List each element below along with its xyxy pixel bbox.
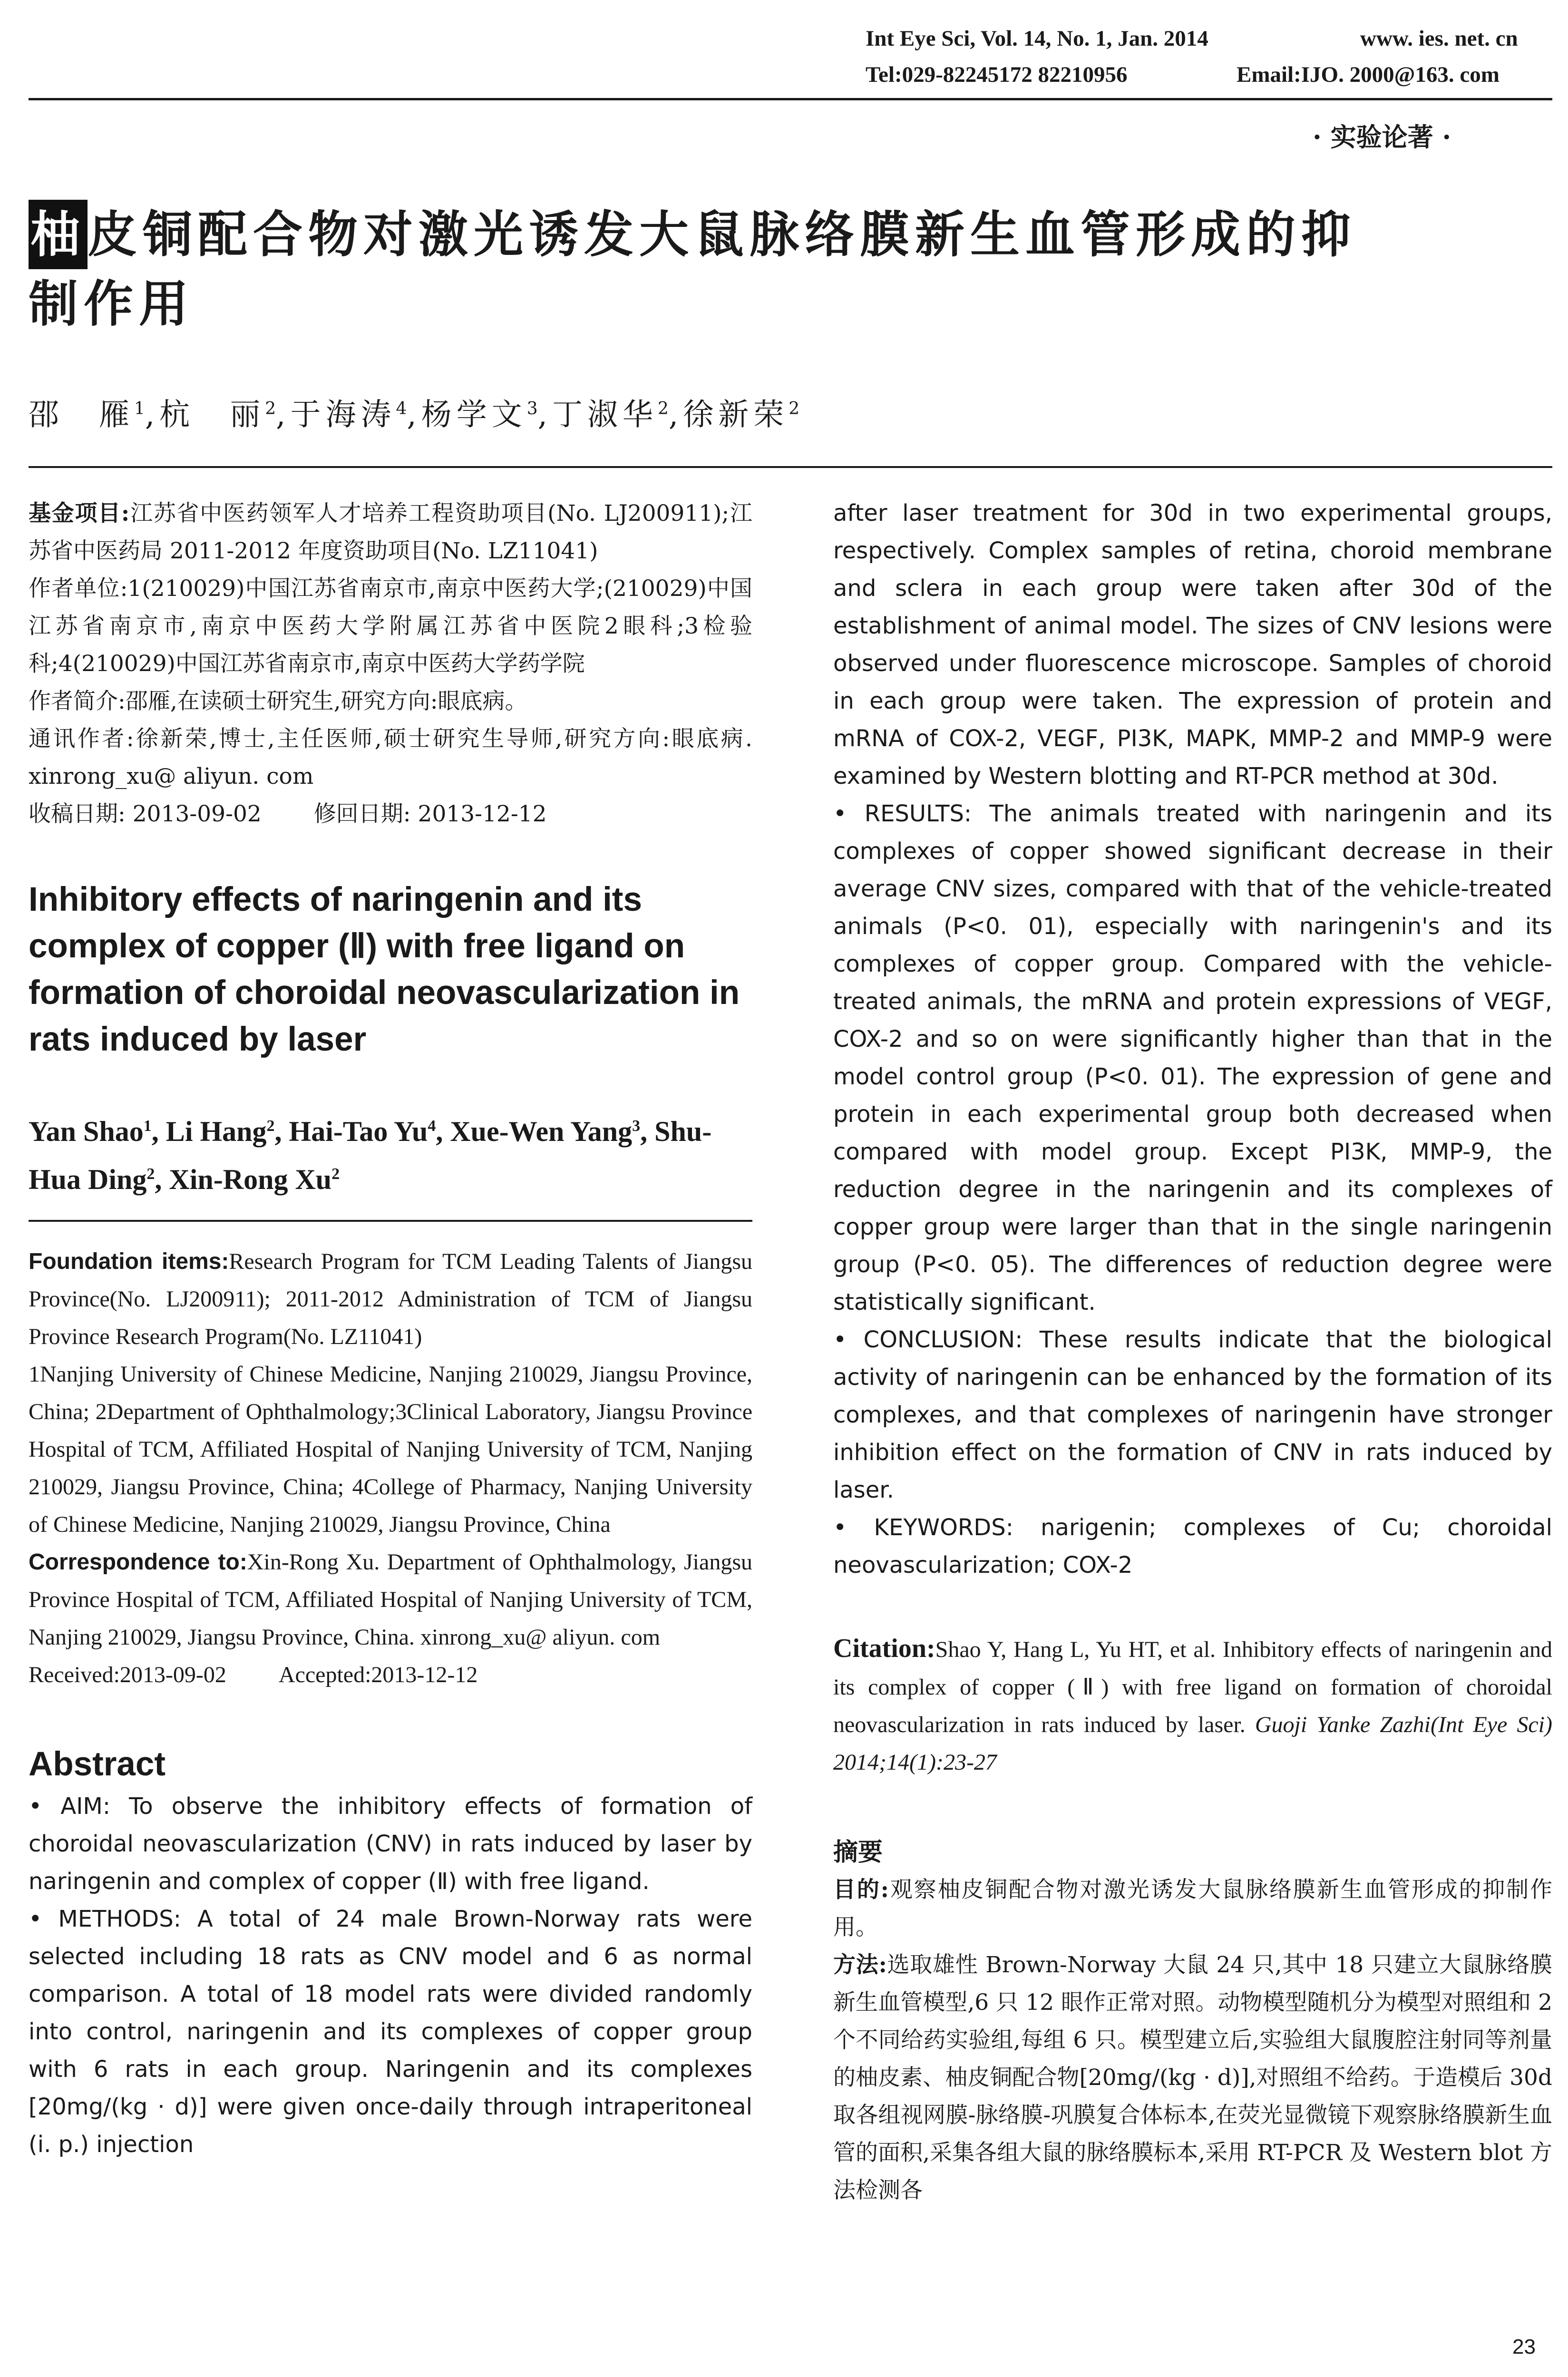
article-title-cn <box>29 200 1560 339</box>
header-rule <box>29 98 1552 100</box>
abstract-conclusion: • CONCLUSION: These results indicate that the biological activity of naringenin can be enhanced by the formation of its complexes, and that complexes of naringenin have stronger inhibition effect on the formation of CNV in rats induced by laser. <box>833 1326 1552 1503</box>
abstract-methods-part2: after laser treatment for 30d in two experimental groups, respectively. Complex samples of retina, choroid membrane and sclera in each group were taken after 30d of the establishment of animal model. The sizes of CNV lesions were observed under fluorescence microscope. Samples of choroid in each group were taken. The expression of protein and mRNA of COX-2, VEGF, PI3K, MAPK, MMP-2 and MMP-9 were examined by Western blotting and RT-PCR method at 30d. <box>833 500 1552 789</box>
author-affil-sup: 2 <box>266 1117 275 1135</box>
dates-cn <box>29 795 752 833</box>
corr-cn-text: 徐新荣,博士,主任医师,硕士研究生导师,研究方向:眼底病. xinrong_xu@ aliyun. com <box>29 726 752 789</box>
corr-en-text: Xin-Rong Xu. Department of Ophthalmology, Jiangsu Province Hospital of TCM, Affiliated Hospital of Nanjing University of TCM, Nanjing 210029, Jiangsu Province, China. xinrong_xu@ aliyun. com <box>29 1549 753 1650</box>
foundation-en-label: Foundation items: <box>29 1249 229 1274</box>
corr-cn-label: 通讯作者: <box>29 726 134 752</box>
author-cn: 杭 丽 <box>159 397 265 433</box>
fund-cn <box>29 495 752 570</box>
author-affil-sup: 1 <box>134 399 145 419</box>
foundation-en <box>29 1243 752 1355</box>
author-affil-sup: 2 <box>331 1165 340 1183</box>
unit-cn-label: 作者单位: <box>29 575 128 602</box>
author-affil-sup: 2 <box>789 399 800 419</box>
fund-cn-label: 基金项目: <box>29 500 130 526</box>
journal-website[interactable]: www. ies. net. cn <box>1360 26 1518 51</box>
authors-en-rule <box>29 1220 752 1222</box>
revised-cn: 修回日期: 2013-12-12 <box>313 801 547 827</box>
abstract-cn <box>833 1833 1552 2209</box>
title-line1: 皮铜配合物对激光诱发大鼠脉络膜新生血管形成的抑 <box>88 205 1357 263</box>
received-cn: 收稿日期: 2013-09-02 <box>29 801 262 827</box>
author-affil-sup: 3 <box>526 399 538 419</box>
intro-cn-label: 作者简介: <box>29 688 126 714</box>
corr-en <box>29 1543 752 1656</box>
author-en: Xue-Wen Yang <box>450 1116 633 1147</box>
accepted-en: Accepted:2013-12-12 <box>278 1662 478 1687</box>
citation-journal: Guoji Yanke Zazhi(Int Eye Sci) 2014;14(1):23-27 <box>833 1712 1552 1775</box>
abstract-left <box>29 1788 752 2163</box>
abstract-cn-method <box>833 1946 1552 2209</box>
abstract-cn-aim-label: 目的: <box>833 1877 889 1903</box>
author-en: Yan Shao <box>29 1116 144 1147</box>
right-column <box>833 495 1552 2209</box>
corr-cn <box>29 720 752 795</box>
affiliations-en: 1Nanjing University of Chinese Medicine, Nanjing 210029, Jiangsu Province, China; 2Department of Ophthalmology;3Clinical Laboratory, Jiangsu Province Hospital of TCM, Affiliated Hospital of Nanjing University of TCM, Nanjing 210029, Jiangsu Province, China; 4College of Pharmacy, Nanjing University of Chinese Medicine, Nanjing 210029, Jiangsu Province, China <box>29 1362 752 1537</box>
unit-cn-text: 1(210029)中国江苏省南京市,南京中医药大学;(210029)中国江苏省南京市,南京中医药大学附属江苏省中医院2眼科;3检验科;4(210029)中国江苏省南京市,南京中医药大学药学院 <box>29 575 753 677</box>
abstract-cn-method-text: 选取雄性 Brown-Norway 大鼠 24 只,其中 18 只建立大鼠脉络膜新生血管模型,6 只 12 眼作正常对照。动物模型随机分为模型对照组和 2 个不同给药实验组,每组 6 只。模型建立后,实验组大鼠腹腔注射同等剂量的柚皮素、柚皮铜配合物[20mg/(kg · d)],对照组不给药。于造模后 30d 取各组视网膜-脉络膜-巩膜复合体标本,在荧光显微镜下观察脉络膜新生血管的面积,采集各组大鼠的脉络膜标本,采用 RT-PCR 及 Western blot 方法检测各 <box>833 1952 1552 2203</box>
fund-cn-text: 江苏省中医药领军人才培养工程资助项目(No. LJ200911);江苏省中医药局 2011-2012 年度资助项目(No. LZ11041) <box>29 500 752 564</box>
intro-cn <box>29 682 752 720</box>
page-number: 23 <box>1512 2335 1536 2358</box>
author-cn: 丁淑华 <box>552 397 658 433</box>
dates-en <box>29 1656 752 1694</box>
en-front-matter <box>29 1243 752 1694</box>
citation-label: Citation: <box>833 1634 935 1663</box>
citation <box>833 1630 1552 1781</box>
cn-front-matter <box>29 495 752 833</box>
authors-rule <box>29 466 1552 468</box>
abstract-heading: Abstract <box>29 1745 166 1783</box>
author-affil-sup: 4 <box>396 399 407 419</box>
corr-en-label: Correspondence to: <box>29 1549 247 1575</box>
author-cn: 杨学文 <box>421 397 527 433</box>
article-title-en: Inhibitory effects of naringenin and its complex of copper (Ⅱ) with free ligand on formation of choroidal neovascularization in rats induced by laser <box>29 881 740 1058</box>
author-affil-sup: 4 <box>428 1117 436 1135</box>
foundation-en-text: Research Program for TCM Leading Talents of Jiangsu Province(No. LJ200911); 2011-2012 Administration of TCM of Jiangsu Province Research Program(No. LZ11041) <box>29 1249 753 1349</box>
abstract-aim: • AIM: To observe the inhibitory effects of formation of choroidal neovascularization (CNV) in rats induced by laser by naringenin and complex of copper (Ⅱ) with free ligand. <box>29 1793 752 1895</box>
abstract-cn-method-label: 方法: <box>833 1952 887 1978</box>
abstract-keywords: • KEYWORDS: narigenin; complexes of Cu; choroidal neovascularization; COX-2 <box>833 1514 1552 1578</box>
author-en: Hai-Tao Yu <box>289 1116 428 1147</box>
authors-cn: 邵 雁$^1$,杭 丽$^2$,于海涛$^4$,杨学文$^3$,丁淑华$^2$,徐新荣$^2$ <box>29 397 800 433</box>
authors-en: Yan Shao$^1$, Li Hang$^2$, Hai-Tao Yu$^4$, Xue-Wen Yang$^3$, Shu-Hua Ding$^2$, Xin-Rong Xu$^2$ <box>29 1116 712 1195</box>
journal-line: Int Eye Sci, Vol. 14, No. 1, Jan. 2014 <box>866 26 1208 51</box>
tel-line: Tel:029-82245172 82210956 <box>866 62 1128 87</box>
abstract-right <box>833 495 1552 1584</box>
author-en: Shu-Hua Ding <box>29 1116 712 1195</box>
abstract-cn-heading: 摘要 <box>833 1838 883 1867</box>
author-affil-sup: 3 <box>632 1117 641 1135</box>
section-label: · 实验论著 · <box>1313 122 1451 152</box>
abstract-methods-part1: • METHODS: A total of 24 male Brown-Norway rats were selected including 18 rats as CNV model and 6 as normal comparison. A total of 18 model rats were divided randomly into control, naringenin and its complexes of copper group with 6 rats in each group. Naringenin and its complexes [20mg/(kg · d)] were given once-daily through intraperitoneal (i. p.) injection <box>29 1906 752 2158</box>
author-affil-sup: 2 <box>146 1165 155 1183</box>
author-affil-sup: 1 <box>143 1117 152 1135</box>
unit-cn <box>29 570 752 682</box>
author-cn: 徐新荣 <box>683 397 789 433</box>
abstract-cn-aim-text: 观察柚皮铜配合物对激光诱发大鼠脉络膜新生血管形成的抑制作用。 <box>833 1877 1552 1940</box>
title-boxed-char: 柚 <box>29 200 88 269</box>
abstract-cn-aim <box>833 1871 1552 1946</box>
email-line[interactable]: Email:IJO. 2000@163. com <box>1237 62 1500 87</box>
author-cn: 于海涛 <box>290 397 396 433</box>
author-en: Xin-Rong Xu <box>169 1164 332 1195</box>
author-cn: 邵 雁 <box>29 397 134 433</box>
author-en: Li Hang <box>166 1116 267 1147</box>
author-affil-sup: 2 <box>658 399 669 419</box>
citation-text: Shao Y, Hang L, Yu HT, et al. Inhibitory effects of naringenin and its complex of copper (Ⅱ) with free ligand on formation of choroidal neovascularization in rats induced by laser. <box>833 1637 1552 1737</box>
left-column <box>29 495 752 2163</box>
author-affil-sup: 2 <box>265 399 276 419</box>
title-line2: 制作用 <box>29 275 195 333</box>
received-en: Received:2013-09-02 <box>29 1662 226 1687</box>
intro-cn-text: 邵雁,在读硕士研究生,研究方向:眼底病。 <box>125 688 527 714</box>
abstract-results: • RESULTS: The animals treated with naringenin and its complexes of copper showed significant decrease in their average CNV sizes, compared with that of the vehicle-treated animals (P<0. 01), especially with naringenin's and its complexes of copper group. Compared with the vehicle-treated animals, the mRNA and protein expressions of VEGF, COX-2 and so on were significantly higher than that in the model control group (P<0. 01). The expression of gene and protein in each experimental group both decreased when compared with model group. Except PI3K, MMP-9, the reduction degree in the naringenin and its complexes of copper group were larger than that in the single naringenin group (P<0. 05). The differences of reduction degree were statistically significant. <box>833 800 1552 1315</box>
